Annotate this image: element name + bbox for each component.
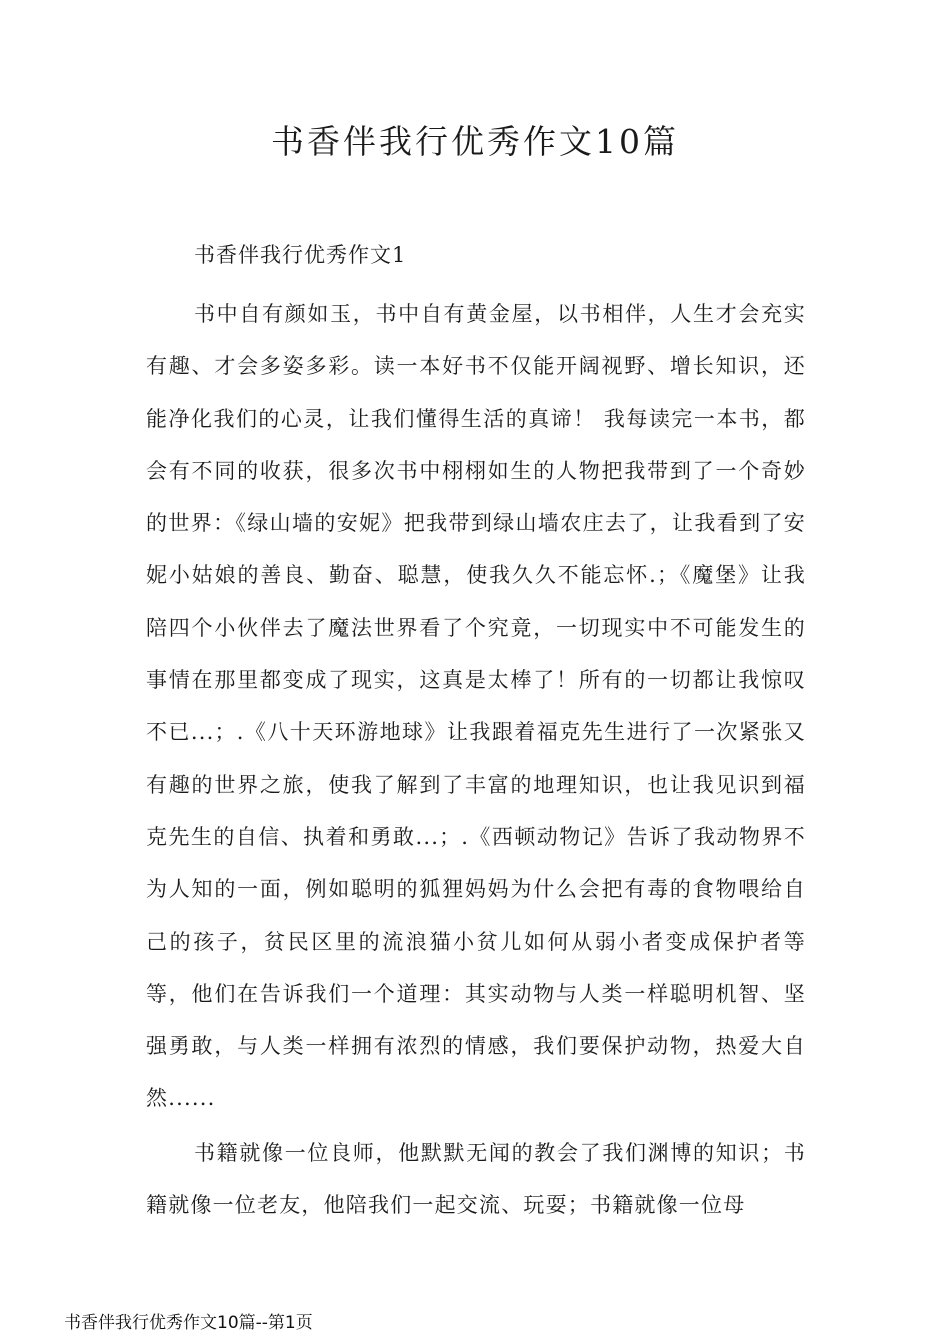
document-body	[146, 232, 806, 1231]
paragraph: 书中自有颜如玉，书中自有黄金屋，以书相伴，人生才会充实有趣、才会多姿多彩。读一本好书不仅能开阔视野、增长知识，还能净化我们的心灵，让我们懂得生活的真谛！ 我每读完一本书，都会有不同的收获，很多次书中栩栩如生的人物把我带到了一个奇妙的世界：《绿山墙的安妮》把我带到绿山墙农庄去了，让我看到了安妮小姑娘的善良、勤奋、聪慧，使我久久不能忘怀.；《魔堡》让我陪四个小伙伴去了魔法世界看了个究竟，一切现实中不可能发生的事情在那里都变成了现实，这真是太棒了！所有的一切都让我惊叹不已...；.《八十天环游地球》让我跟着福克先生进行了一次紧张又有趣的世界之旅，使我了解到了丰富的地理知识，也让我见识到福克先生的自信、执着和勇敢...；.《西顿动物记》告诉了我动物界不为人知的一面，例如聪明的狐狸妈妈为什么会把有毒的食物喂给自己的孩子，贫民区里的流浪猫小贫儿如何从弱小者变成保护者等等，他们在告诉我们一个道理：其实动物与人类一样聪明机智、坚强勇敢，与人类一样拥有浓烈的情感，我们要保护动物，热爱大自然......	[146, 302, 806, 1111]
page-footer: 书香伴我行优秀作文10篇--第1页	[64, 1313, 313, 1333]
section-heading: 书香伴我行优秀作文1	[194, 243, 407, 267]
paragraph: 书籍就像一位良师，他默默无闻的教会了我们渊博的知识；书籍就像一位老友，他陪我们一起交流、玩耍；书籍就像一位母	[146, 1140, 806, 1218]
document-title: 书香伴我行优秀作文10篇	[271, 122, 679, 161]
